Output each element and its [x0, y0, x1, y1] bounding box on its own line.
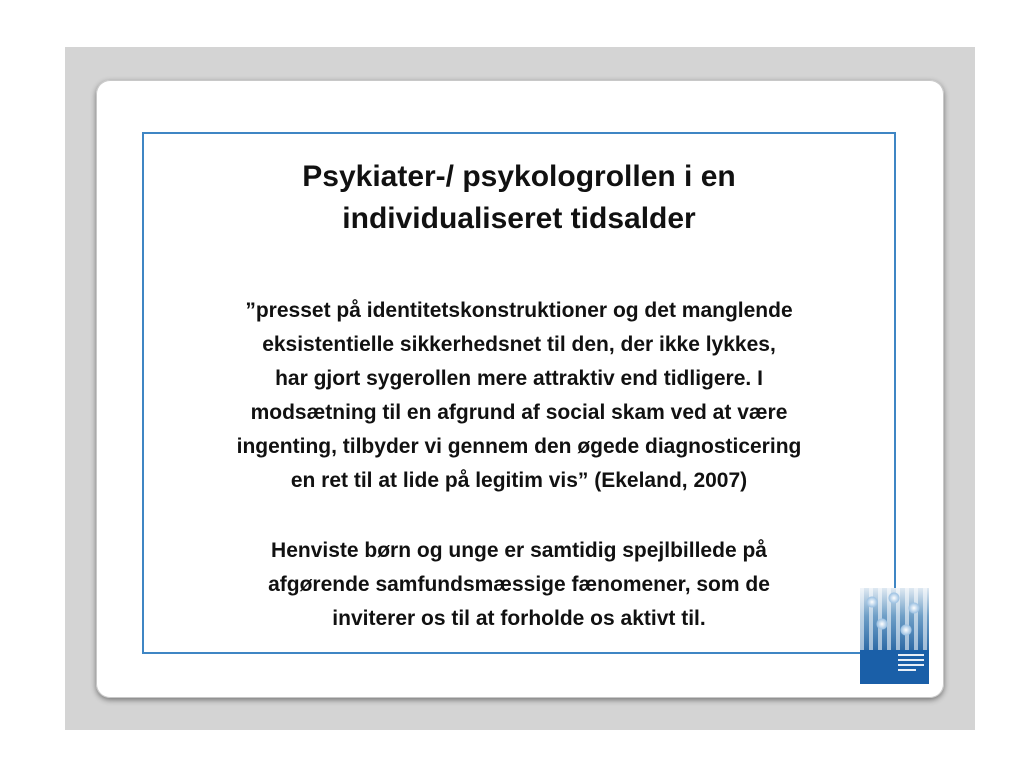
conclusion-line: afgørende samfundsmæssige fænomener, som de	[268, 573, 770, 596]
content-frame	[142, 132, 896, 654]
quote-line: en ret til at lide på legitim vis” (Ekeland, 2007)	[290, 469, 748, 492]
quote-line: ingenting, tilbyder vi gennem den øgede diagnosticering	[236, 435, 802, 458]
conclusion-paragraph	[164, 534, 874, 636]
conclusion-line: Henviste børn og unge er samtidig spejlbillede på	[271, 539, 767, 562]
book-cover-photo	[860, 588, 929, 650]
quote-paragraph	[164, 294, 874, 498]
slide-title	[144, 156, 894, 240]
title-line: Psykiater-/ psykologrollen i en	[302, 160, 736, 193]
quote-line: modsætning til en afgrund af social skam ved at være	[250, 401, 788, 424]
book-cover-image	[860, 588, 929, 684]
quote-line: har gjort sygerollen mere attraktiv end tidligere. I	[275, 367, 763, 390]
book-cover-text-marks	[898, 654, 924, 674]
quote-line: eksistentielle sikkerhedsnet til den, der ikke lykkes,	[262, 333, 776, 356]
title-line: individualiseret tidsalder	[342, 202, 696, 235]
quote-line: ”presset på identitetskonstruktioner og det manglende	[245, 299, 793, 322]
conclusion-line: inviterer os til at forholde os aktivt til.	[332, 607, 706, 630]
